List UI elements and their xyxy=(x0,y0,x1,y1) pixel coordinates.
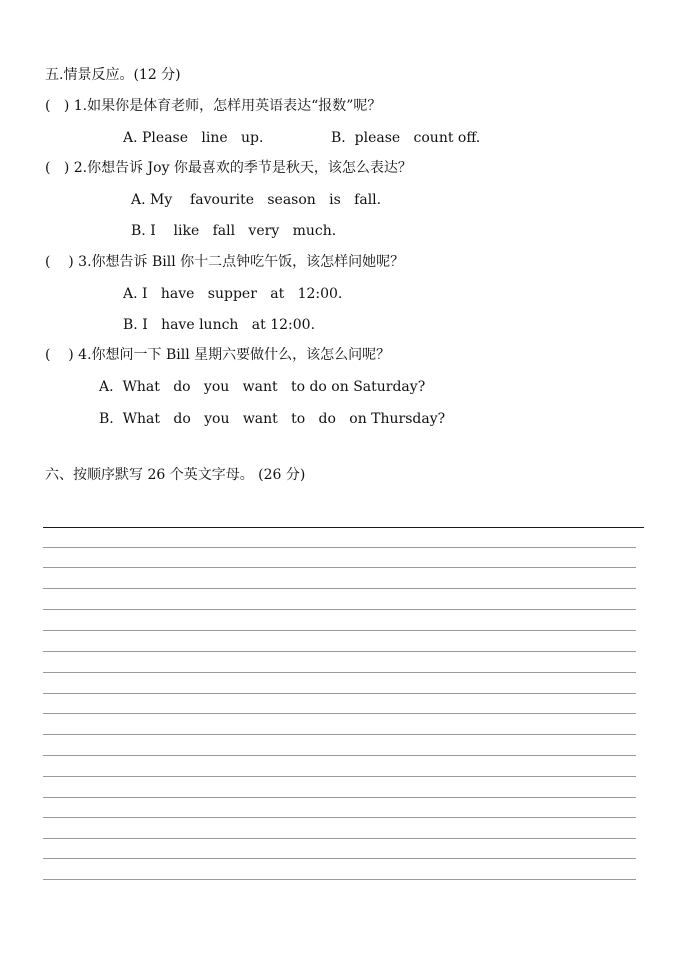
question-4-option-b: B. What do you want to do on Thursday? xyxy=(99,411,446,427)
writing-top-rule xyxy=(43,527,644,528)
guide-line xyxy=(43,755,636,756)
section-five-title: 五.情景反应。(12 分) xyxy=(45,67,181,83)
guide-line xyxy=(43,879,636,880)
guide-line xyxy=(43,838,636,839)
guide-line xyxy=(43,547,636,548)
guide-line xyxy=(43,797,636,798)
guide-line xyxy=(43,693,636,694)
question-1-prompt: ( ) 1.如果你是体育老师，怎样用英语表达“报数”呢？ xyxy=(45,98,382,114)
guide-line xyxy=(43,776,636,777)
guide-line xyxy=(43,817,636,818)
guide-line xyxy=(43,672,636,673)
question-2-prompt: ( ) 2.你想告诉 Joy 你最喜欢的季节是秋天，该怎么表达？ xyxy=(45,160,412,176)
guide-line xyxy=(43,567,636,568)
question-3-option-a: A. I have supper at 12:00. xyxy=(123,286,343,302)
guide-line xyxy=(43,858,636,859)
question-3-prompt: ( ) 3.你想告诉 Bill 你十二点钟吃午饭，该怎样问她呢？ xyxy=(45,254,405,270)
question-4-option-a: A. What do you want to do on Saturday? xyxy=(99,379,426,395)
guide-line xyxy=(43,630,636,631)
guide-line xyxy=(43,609,636,610)
section-six-title: 六、按顺序默写 26 个英文字母。 (26 分) xyxy=(45,467,306,483)
question-4-prompt: ( ) 4.你想问一下 Bill 星期六要做什么，该怎么问呢？ xyxy=(45,347,391,363)
guide-line xyxy=(43,651,636,652)
guide-line xyxy=(43,734,636,735)
question-1-option-b: B. please count off. xyxy=(331,130,481,146)
guide-line xyxy=(43,588,636,589)
alphabet-writing-area[interactable] xyxy=(43,527,644,887)
question-2-option-a: A. My favourite season is fall. xyxy=(131,192,382,208)
question-2-option-b: B. I like fall very much. xyxy=(131,223,337,239)
guide-line xyxy=(43,713,636,714)
question-1-option-a: A. Please line up. xyxy=(123,130,264,146)
question-3-option-b: B. I have lunch at 12:00. xyxy=(123,317,316,333)
